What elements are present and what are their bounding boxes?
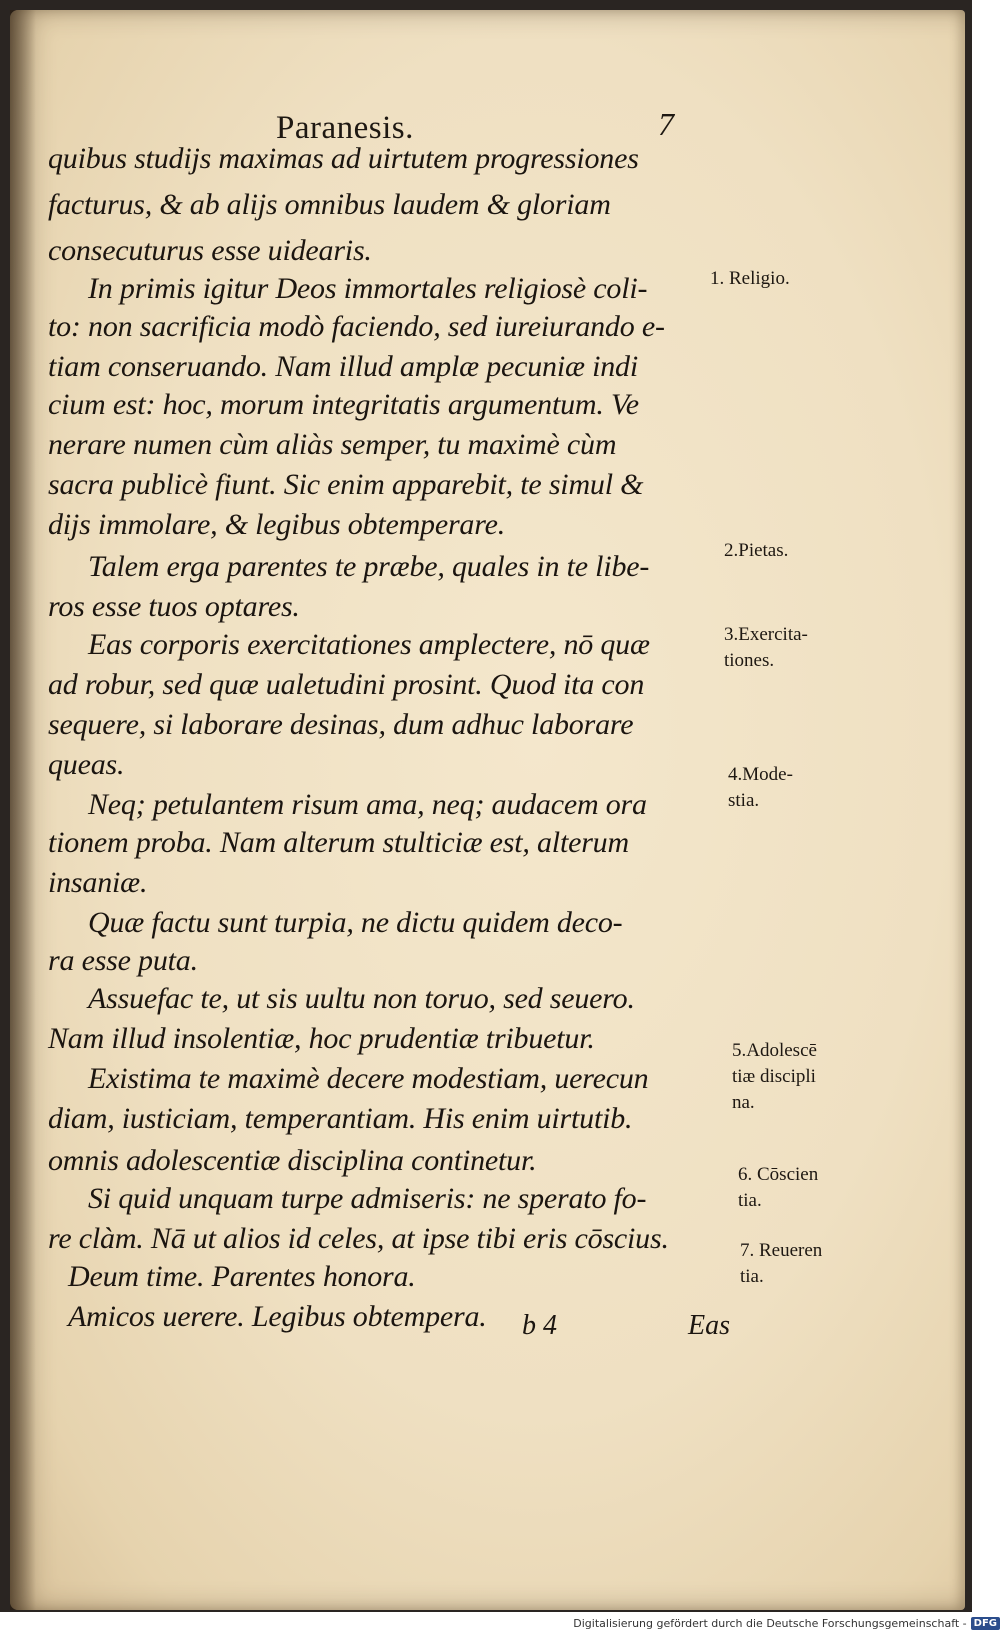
body-line: to: non sacrificia modò faciendo, sed iureiurando e-: [48, 310, 665, 343]
margin-note-line: 7. Reueren: [740, 1240, 823, 1261]
body-line: Eas corporis exercitationes amplectere, nō quæ: [88, 628, 650, 661]
margin-note: [738, 1162, 848, 1214]
body-line: diam, iusticiam, temperantiam. His enim uirtutib.: [48, 1102, 633, 1135]
body-line: ra esse puta.: [48, 944, 198, 977]
footer-text: Digitalisierung gefördert durch die Deutsche Forschungsgemeinschaft -: [573, 1616, 967, 1630]
margin-note-line: tia.: [738, 1190, 762, 1211]
body-line: tiam conseruando. Nam illud amplæ pecuniæ indi: [48, 350, 638, 383]
margin-note-line: 1. Religio.: [710, 268, 790, 289]
margin-note-line: na.: [732, 1092, 755, 1113]
margin-note-line: 5.Adolescē: [732, 1040, 817, 1061]
body-line: In primis igitur Deos immortales religiosè coli-: [88, 272, 648, 305]
signature-mark: b 4: [522, 1310, 557, 1341]
margin-note: [710, 266, 820, 292]
body-line: dijs immolare, & legibus obtemperare.: [48, 508, 505, 541]
body-line: facturus, & ab alijs omnibus laudem & gloriam: [48, 188, 611, 221]
body-line: consecuturus esse uidearis.: [48, 234, 372, 267]
body-line: nerare numen cùm aliàs semper, tu maximè cùm: [48, 428, 617, 461]
margin-note-line: 2.Pietas.: [724, 540, 789, 561]
body-line: quibus studijs maximas ad uirtutem progressiones: [48, 142, 639, 175]
book-page: [10, 10, 965, 1610]
body-line: sacra publicè fiunt. Sic enim apparebit, te simul &: [48, 468, 644, 501]
body-line: cium est: hoc, morum integritatis argumentum. Ve: [48, 388, 639, 421]
body-line: omnis adolescentiæ disciplina continetur.: [48, 1144, 537, 1177]
margin-note: [740, 1238, 850, 1290]
catchword: Eas: [688, 1310, 730, 1341]
body-line: Talem erga parentes te præbe, quales in te libe-: [88, 550, 650, 583]
margin-note: [728, 762, 838, 814]
footer-credit: [573, 1612, 1000, 1634]
body-line: Amicos uerere. Legibus obtempera.: [68, 1300, 487, 1333]
body-line: tionem proba. Nam alterum stulticiæ est, alterum: [48, 826, 629, 859]
margin-note: [724, 622, 834, 674]
body-line: insaniæ.: [48, 866, 148, 899]
margin-note-line: 4.Mode-: [728, 764, 793, 785]
body-line: Existima te maximè decere modestiam, uerecun: [88, 1062, 649, 1095]
margin-note-line: tia.: [740, 1266, 764, 1287]
body-line: Si quid unquam turpe admiseris: ne sperato fo-: [88, 1182, 647, 1215]
page-number: 7: [658, 106, 674, 142]
page-gutter-shadow: [10, 10, 36, 1610]
body-line: Quæ factu sunt turpia, ne dictu quidem deco-: [88, 906, 623, 939]
dfg-logo-icon: DFG: [971, 1617, 1000, 1630]
body-line: ros esse tuos optares.: [48, 590, 300, 623]
margin-note: [732, 1038, 842, 1116]
body-line: ad robur, sed quæ ualetudini prosint. Quod ita con: [48, 668, 645, 701]
body-line: Nam illud insolentiæ, hoc prudentiæ tribuetur.: [48, 1022, 595, 1055]
margin-note-line: tiæ discipli: [732, 1066, 816, 1087]
body-line: Deum time. Parentes honora.: [68, 1260, 416, 1293]
margin-note-line: stia.: [728, 790, 760, 811]
body-line: re clàm. Nā ut alios id celes, at ipse tibi eris cōscius.: [48, 1222, 669, 1255]
running-head: Paranesis.: [276, 110, 414, 146]
margin-note-line: tiones.: [724, 650, 775, 671]
margin-note-line: 6. Cōscien: [738, 1164, 819, 1185]
body-line: queas.: [48, 748, 125, 781]
body-line: Assuefac te, ut sis uultu non toruo, sed seuero.: [88, 982, 635, 1015]
margin-note: [724, 538, 834, 564]
body-line: Neq; petulantem risum ama, neq; audacem ora: [88, 788, 647, 821]
margin-note-line: 3.Exercita-: [724, 624, 808, 645]
body-line: sequere, si laborare desinas, dum adhuc laborare: [48, 708, 634, 741]
